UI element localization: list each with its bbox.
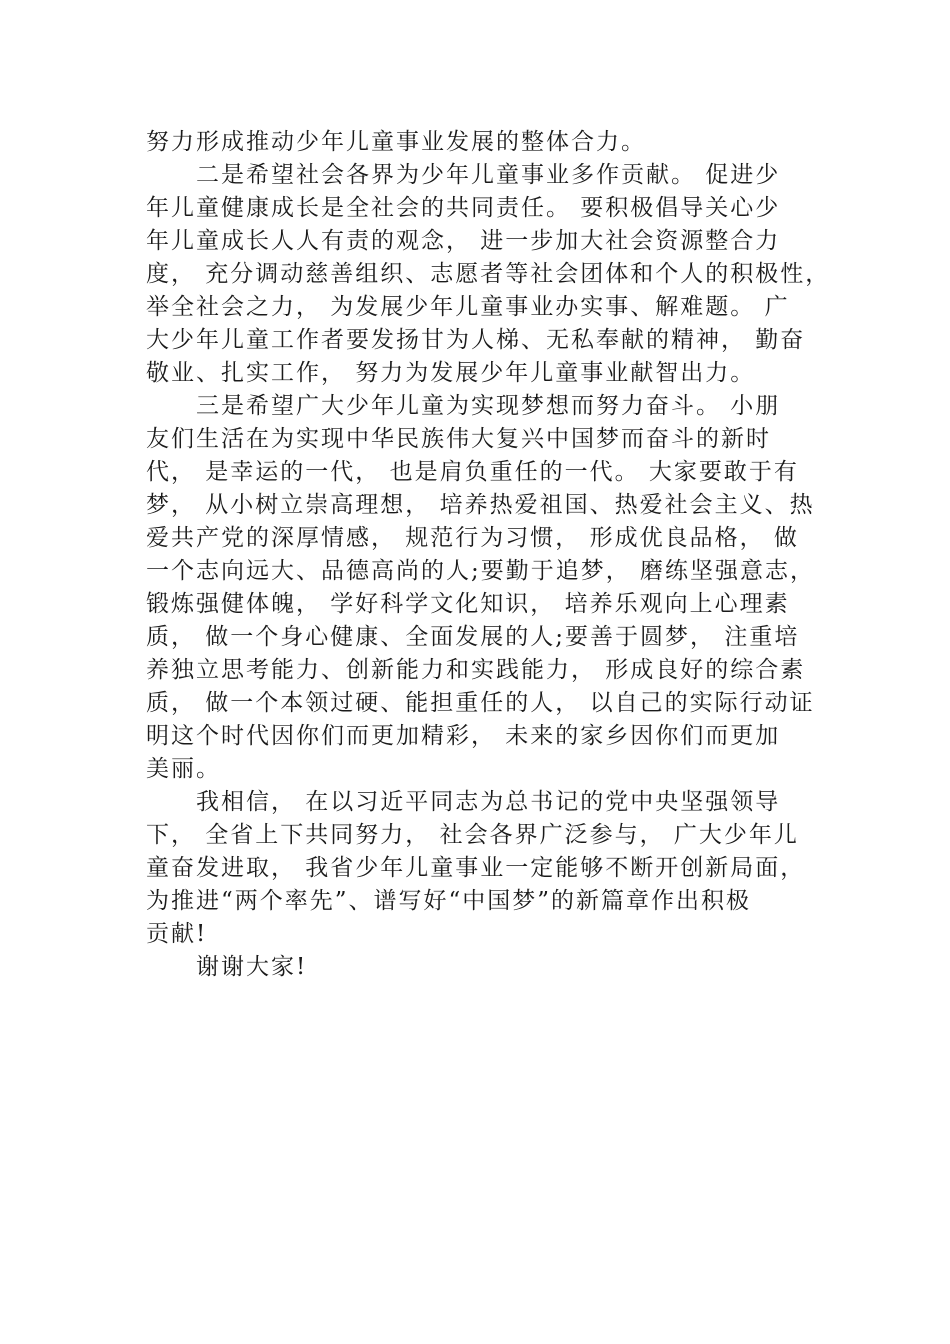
text-line: 下， 全省上下共同努力， 社会各界广泛参与， 广大少年儿 (146, 822, 799, 848)
paragraph-start-line: 三是希望广大少年儿童为实现梦想而努力奋斗。 小朋 (196, 393, 781, 419)
text-line: 代， 是幸运的一代， 也是肩负重任的一代。 大家要敢于有 (146, 459, 799, 485)
text-line: 锻炼强健体魄， 学好科学文化知识， 培养乐观向上心理素 (146, 591, 790, 617)
text-line: 举全社会之力， 为发展少年儿童事业办实事、解难题。 广 (146, 294, 790, 320)
text-line: 明这个时代因你们而更加精彩， 未来的家乡因你们而更加 (146, 723, 781, 749)
text-line: 年儿童成长人人有责的观念， 进一步加大社会资源整合力 (146, 228, 781, 254)
text-line: 为推进“两个率先”、谱写好“中国梦”的新篇章作出积极 (146, 888, 752, 914)
text-line: 年儿童健康成长是全社会的共同责任。 要积极倡导关心少 (146, 195, 781, 221)
text-line: 质， 做一个本领过硬、能担重任的人， 以自己的实际行动证 (146, 690, 815, 716)
paragraph-start-line: 二是希望社会各界为少年儿童事业多作贡献。 促进少 (196, 162, 781, 188)
body-text (146, 126, 836, 984)
closing-line: 谢谢大家! (196, 954, 308, 980)
text-line: 养独立思考能力、创新能力和实践能力， 形成良好的综合素 (146, 657, 806, 683)
text-line: 童奋发进取， 我省少年儿童事业一定能够不断开创新局面， (146, 855, 806, 881)
text-line: 爱共产党的深厚情感， 规范行为习惯， 形成优良品格， 做 (146, 525, 799, 551)
text-line: 努力形成推动少年儿童事业发展的整体合力。 (146, 129, 646, 155)
text-line: 美丽。 (146, 756, 221, 782)
text-line: 梦， 从小树立崇高理想， 培养热爱祖国、热爱社会主义、热 (146, 492, 815, 518)
text-line: 一个志向远大、品德高尚的人;要勤于追梦， 磨练坚强意志， (146, 558, 816, 584)
text-line: 质， 做一个身心健康、全面发展的人;要善于圆梦， 注重培 (146, 624, 800, 650)
text-line: 友们生活在为实现中华民族伟大复兴中国梦而奋斗的新时 (146, 426, 771, 452)
text-line: 度， 充分调动慈善组织、志愿者等社会团体和个人的积极性， (146, 261, 831, 287)
text-line: 贡献! (146, 921, 208, 947)
text-line: 敬业、扎实工作， 努力为发展少年儿童事业献智出力。 (146, 360, 756, 386)
text-line: 大少年儿童工作者要发扬甘为人梯、无私奉献的精神， 勤奋 (146, 327, 806, 353)
paragraph-start-line: 我相信， 在以习近平同志为总书记的党中央坚强领导 (196, 789, 781, 815)
